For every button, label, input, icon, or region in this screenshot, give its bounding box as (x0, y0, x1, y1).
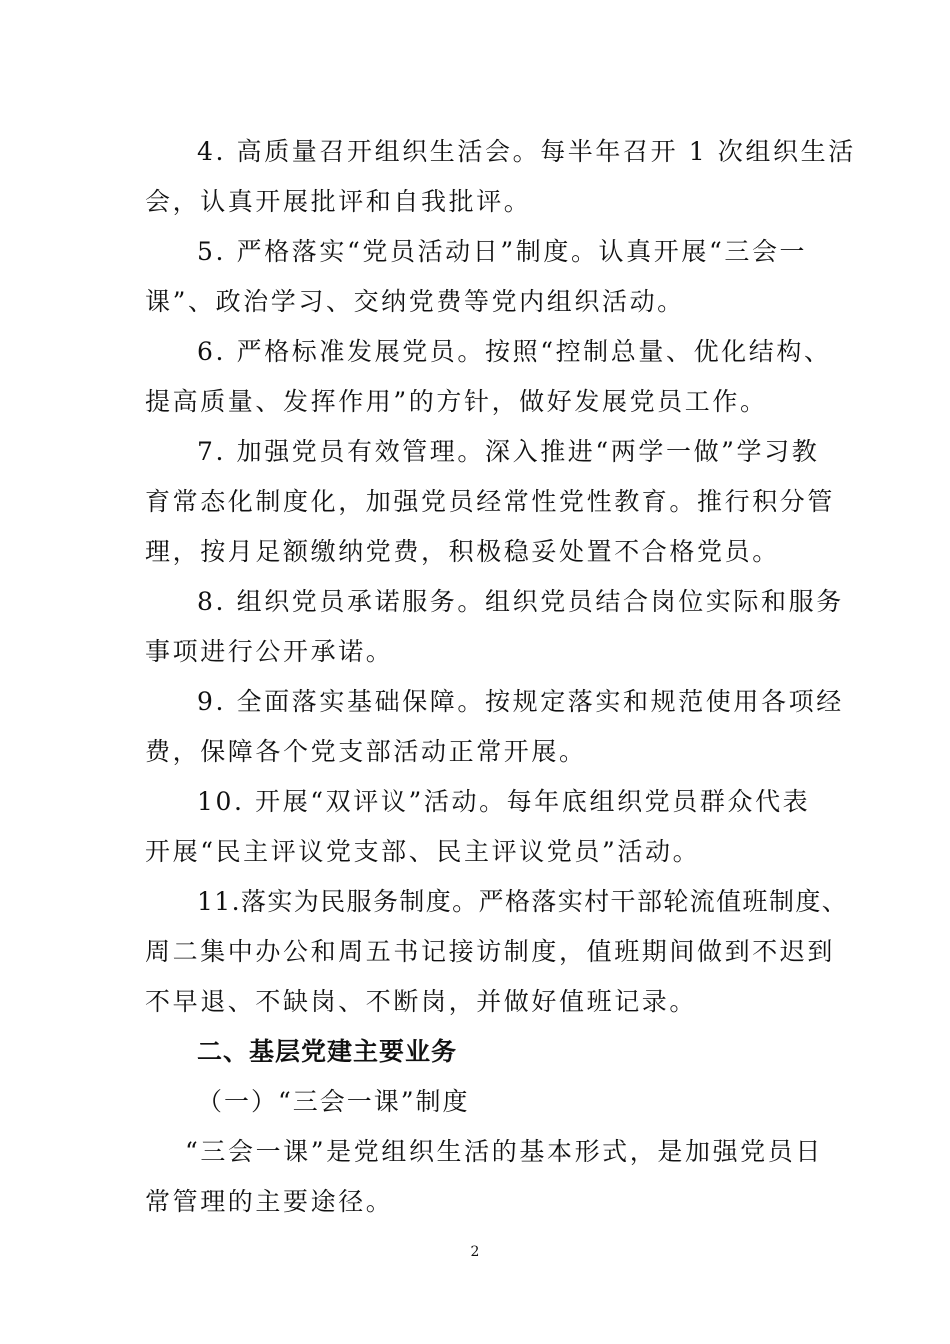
text-line: 周二集中办公和周五书记接访制度，值班期间做到不迟到 (145, 937, 836, 966)
text-line: 8. 组织党员承诺服务。组织党员结合岗位实际和服务 (197, 587, 844, 616)
paragraph-item-6 (145, 327, 832, 427)
text-line: 理，按月足额缴纳党费，积极稳妥处置不合格党员。 (145, 537, 780, 566)
text-line: 费，保障各个党支部活动正常开展。 (145, 737, 587, 766)
subsection-heading: （一）“三会一课”制度 (197, 1087, 470, 1116)
text-line: 开展“民主评议党支部、民主评议党员”活动。 (145, 837, 701, 866)
text-line: 常管理的主要途径。 (145, 1187, 394, 1216)
text-line: 育常态化制度化，加强党员经常性党性教育。推行积分管 (145, 487, 836, 516)
text-line: 11.落实为民服务制度。严格落实村干部轮流值班制度、 (197, 887, 849, 916)
text-line: 7. 加强党员有效管理。深入推进“两学一做”学习教 (197, 437, 820, 466)
text-line: 课”、政治学习、交纳党费等党内组织活动。 (145, 287, 685, 316)
paragraph-item-7 (145, 427, 836, 577)
paragraph-item-9 (145, 677, 844, 777)
text-line: 提高质量、发挥作用”的方针，做好发展党员工作。 (145, 387, 768, 416)
text-line: 10. 开展“双评议”活动。每年底组织党员群众代表 (197, 787, 811, 816)
text-line: 6. 严格标准发展党员。按照“控制总量、优化结构、 (197, 337, 832, 366)
paragraph-item-10 (145, 777, 815, 877)
paragraph-item-8 (145, 577, 844, 677)
page-number: 2 (470, 1244, 480, 1260)
paragraph-item-5 (145, 227, 815, 327)
text-line: 不早退、不缺岗、不断岗，并做好值班记录。 (145, 987, 698, 1016)
paragraph-item-11 (145, 877, 849, 1027)
text-line: 4. 高质量召开组织生活会。每半年召开 1 次组织生活 (197, 137, 856, 166)
text-line: “三会一课”是党组织生活的基本形式，是加强党员日 (185, 1137, 823, 1166)
text-line: 9. 全面落实基础保障。按规定落实和规范使用各项经 (197, 687, 844, 716)
text-line: 事项进行公开承诺。 (145, 637, 394, 666)
section-heading: 二、基层党建主要业务 (197, 1037, 458, 1066)
paragraph-item-4 (145, 127, 856, 227)
text-line: 会，认真开展批评和自我批评。 (145, 187, 532, 216)
document-body (145, 127, 856, 1227)
intro-paragraph (145, 1127, 823, 1227)
text-line: 5. 严格落实“党员活动日”制度。认真开展“三会一 (197, 237, 808, 266)
